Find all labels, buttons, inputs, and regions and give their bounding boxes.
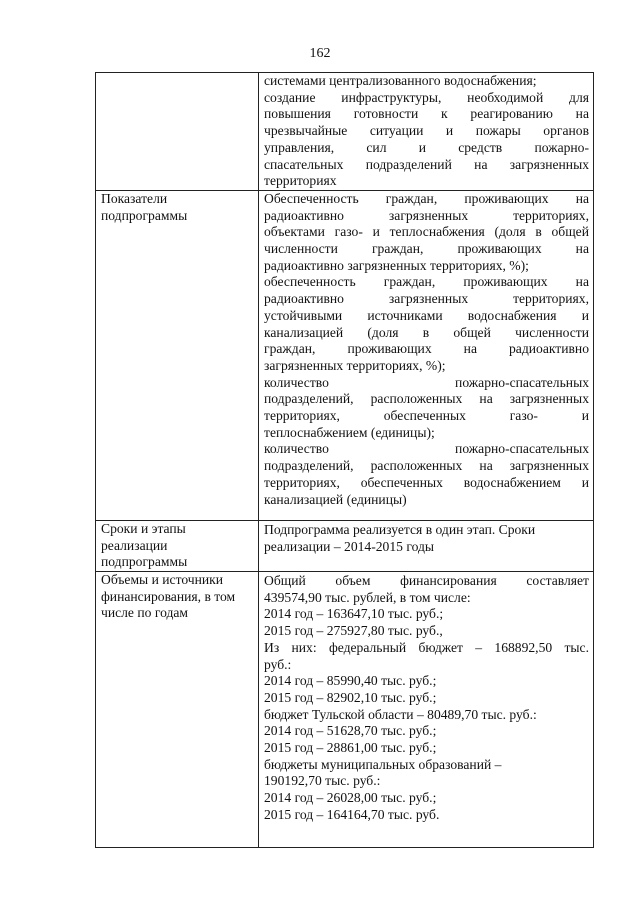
table-row-goals-continuation bbox=[96, 73, 594, 191]
text-line: обеспеченность граждан, проживающих на bbox=[264, 274, 589, 290]
text-line: управления, сил и средств пожарно- bbox=[264, 139, 589, 155]
text-line: 2014 год – 85990,40 тыс. руб.; bbox=[264, 673, 437, 689]
text-line: 190192,70 тыс. руб.: bbox=[264, 773, 381, 789]
text-line: спасательных подразделений на загрязненных bbox=[264, 156, 589, 172]
text-line: загрязненных территориях, %); bbox=[264, 357, 446, 373]
text-line: территориях bbox=[264, 173, 337, 189]
text-line: устойчивыми источниками водоснабжения и bbox=[264, 307, 589, 323]
text-line: повышения готовности к реагированию на bbox=[264, 106, 589, 122]
text-line: радиоактивно загрязненных территориях, %); bbox=[264, 257, 529, 273]
table-row-indicators bbox=[96, 190, 594, 520]
text-line: территориях, обеспеченных газо- и bbox=[264, 408, 589, 424]
text-line: 2014 год – 163647,10 тыс. руб.; bbox=[264, 606, 444, 622]
text-line: количество пожарно-спасательных bbox=[264, 441, 589, 457]
text-line: Общий объем финансирования составляет bbox=[264, 573, 589, 589]
text-line: реализации – 2014-2015 годы bbox=[264, 538, 435, 554]
text-line: территориях, обеспеченных водоснабжением и bbox=[264, 474, 589, 490]
text-line: Обеспеченность граждан, проживающих на bbox=[264, 190, 589, 206]
row-value-cell bbox=[259, 73, 594, 191]
text-line: руб.: bbox=[264, 656, 292, 672]
passport-table bbox=[95, 72, 594, 848]
text-line: объектами газо- и теплоснабжения (доля в общей bbox=[264, 224, 589, 240]
text-line: радиоактивно загрязненных территориях, bbox=[264, 291, 589, 307]
text-line: бюджеты муниципальных образований – bbox=[264, 756, 502, 772]
row-label-cell bbox=[96, 73, 259, 191]
row-label-cell: Сроки и этапы реализации подпрограммы bbox=[96, 520, 259, 571]
row-value-cell bbox=[259, 190, 594, 520]
text-line: Подпрограмма реализуется в один этап. Сроки bbox=[264, 521, 536, 537]
row-label-cell: Показатели подпрограммы bbox=[96, 190, 259, 520]
text-line: граждан, проживающих на радиоактивно bbox=[264, 341, 589, 357]
table-row-funding bbox=[96, 572, 594, 848]
text-line: подразделений, расположенных на загрязненных bbox=[264, 458, 589, 474]
text-line: 2014 год – 51628,70 тыс. руб.; bbox=[264, 723, 437, 739]
text-line: бюджет Тульской области – 80489,70 тыс. руб.: bbox=[264, 706, 537, 722]
table-row-terms bbox=[96, 520, 594, 571]
text-line: подразделений, расположенных на загрязненных bbox=[264, 391, 589, 407]
text-line: канализацией (доля в общей численности bbox=[264, 324, 589, 340]
text-line: создание инфраструктуры, необходимой для bbox=[264, 89, 589, 105]
text-line: чрезвычайные ситуации и пожары органов bbox=[264, 123, 589, 139]
row-label-cell: Объемы и источники финансирования, в том числе по годам bbox=[96, 572, 259, 848]
page-number: 162 bbox=[309, 46, 331, 61]
row-value-cell bbox=[259, 572, 594, 848]
row-value-cell bbox=[259, 520, 594, 571]
text-line: канализацией (единицы) bbox=[264, 491, 407, 507]
text-line: 2014 год – 26028,00 тыс. руб.; bbox=[264, 790, 437, 806]
text-line: Из них: федеральный бюджет – 168892,50 тыс. bbox=[264, 639, 589, 655]
text-line: 439574,90 тыс. рублей, в том числе: bbox=[264, 589, 471, 605]
text-line: 2015 год – 275927,80 тыс. руб., bbox=[264, 623, 443, 639]
text-line: системами централизованного водоснабжения; bbox=[264, 73, 537, 88]
text-line: 2015 год – 28861,00 тыс. руб.; bbox=[264, 740, 437, 756]
text-line: радиоактивно загрязненных территориях, bbox=[264, 207, 589, 223]
text-line: численности граждан, проживающих на bbox=[264, 241, 589, 257]
text-line: 2015 год – 82902,10 тыс. руб.; bbox=[264, 689, 437, 705]
text-line: теплоснабжением (единицы); bbox=[264, 424, 435, 440]
text-line: количество пожарно-спасательных bbox=[264, 374, 589, 390]
text-line: 2015 год – 164164,70 тыс. руб. bbox=[264, 806, 440, 822]
